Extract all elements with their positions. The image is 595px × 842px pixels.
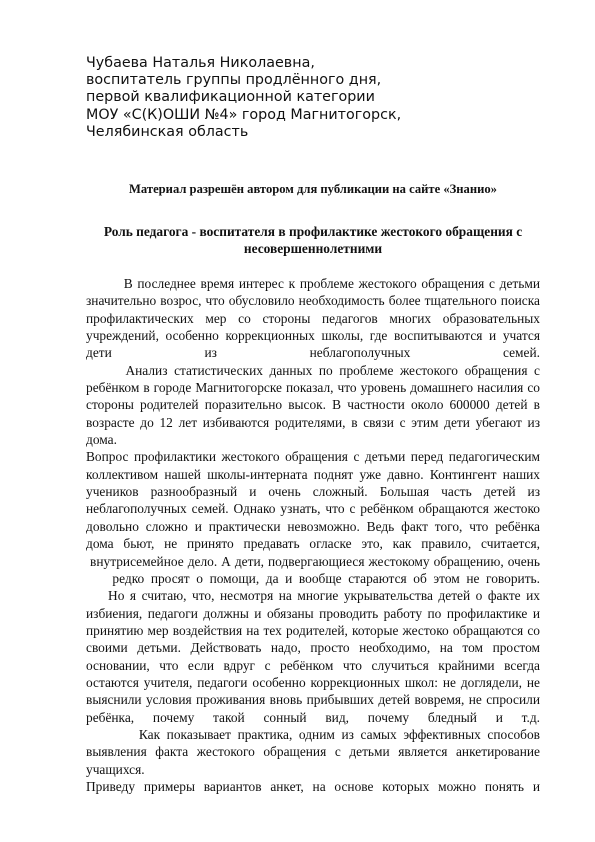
body-line: дома. [86, 432, 117, 448]
body-line: Приведу примеры вариантов анкет, на основе которых можно понять и [86, 778, 540, 794]
author-position: воспитатель группы продлённого дня, [86, 72, 382, 89]
title-line: несовершеннолетними [243, 241, 383, 256]
body-line: Но я считаю, что, несмотря на многие укрывательства детей о факте их [86, 588, 540, 604]
author-name: Чубаева Наталья Николаевна, [86, 55, 315, 71]
author-school: МОУ «С(К)ОШИ №4» город Магнитогорск, [86, 106, 402, 123]
body-line: возрасте до 12 лет избиваются родителями, в связи с этим дети убегают из [86, 414, 540, 430]
body-line: учащихся. [86, 761, 145, 777]
author-category: первой квалификационной категории [86, 89, 375, 106]
body-line: коллективом нашей школы-интерната поднят уже давно. Контингент наших [86, 466, 540, 482]
article-title [86, 223, 540, 257]
article-body [86, 275, 540, 795]
body-line: своими детьми. Действовать надо, просто необходимо, на том простом [86, 640, 540, 656]
body-line: редко просят о помощи, да и вообще стараются об этом не говорить. [86, 570, 540, 586]
body-line: принятию мер воздействия на тех родителей, которые жестоко обращаются со [86, 622, 540, 638]
body-line: В последнее время интерес к проблеме жестокого обращения с детьми [86, 276, 540, 291]
body-line: внутрисемейное дело. А дети, подвергающиеся жестокому обращению, очень [86, 553, 540, 569]
body-line: Вопрос профилактики жестокого обращения с детьми перед педагогическим [86, 449, 540, 465]
body-line: стороны родителей поразительно высок. В частности около 600000 детей в [86, 397, 540, 413]
body-line: значительно возрос, что обусловило необходимость более тщательного поиска [86, 293, 540, 309]
body-line: дети из неблагополучных семей. [86, 345, 540, 361]
author-region: Челябинская область [86, 123, 249, 140]
body-line: довольно сложно и практически невозможно. Ведь факт того, что ребёнка [86, 518, 540, 534]
body-line: выяснили условия проживания вновь прибывших детей вовремя, не спросили [86, 692, 540, 708]
body-line: остаются учителя, педагоги особенно коррекционных школ: не доглядели, не [86, 674, 540, 690]
body-line: профилактических мер со стороны педагогов многих образовательных [86, 310, 540, 326]
body-line: дома бьют, не принято предавать огласке это, как правило, считается, [86, 536, 540, 552]
body-line: ребёнка, почему такой сонный вид, почему бледный и т.д. [86, 709, 540, 725]
author-block [86, 55, 566, 141]
publication-notice: Материал разрешён автором для публикации на сайте «Знанио» [129, 182, 497, 196]
body-line: выявления факта жестокого обращения с детьми является анкетирование [86, 744, 540, 760]
body-line: учреждений, особенно коррекционных школы, где воспитываются и учатся [86, 328, 540, 344]
body-line: ребёнком в городе Магнитогорске показал, что уровень домашнего насилия со [86, 380, 540, 396]
title-line: Роль педагога - воспитателя в профилактике жестокого обращения с [103, 224, 523, 239]
body-line: учеников разнообразный и очень сложный. Большая часть детей из [86, 484, 540, 500]
body-line: Как показывает практика, одним из самых эффективных способов [86, 726, 540, 742]
body-line: основании, что если вдруг с ребёнком что случиться крайними всегда [86, 657, 540, 673]
body-line: Анализ статистических данных по проблеме жестокого обращения с [86, 362, 540, 378]
body-line: избиения, педагоги должны и обязаны проводить работу по профилактике и [86, 605, 540, 621]
body-line: неблагополучных семей. Однако узнать, что с ребёнком обращаются жестоко [86, 501, 540, 517]
